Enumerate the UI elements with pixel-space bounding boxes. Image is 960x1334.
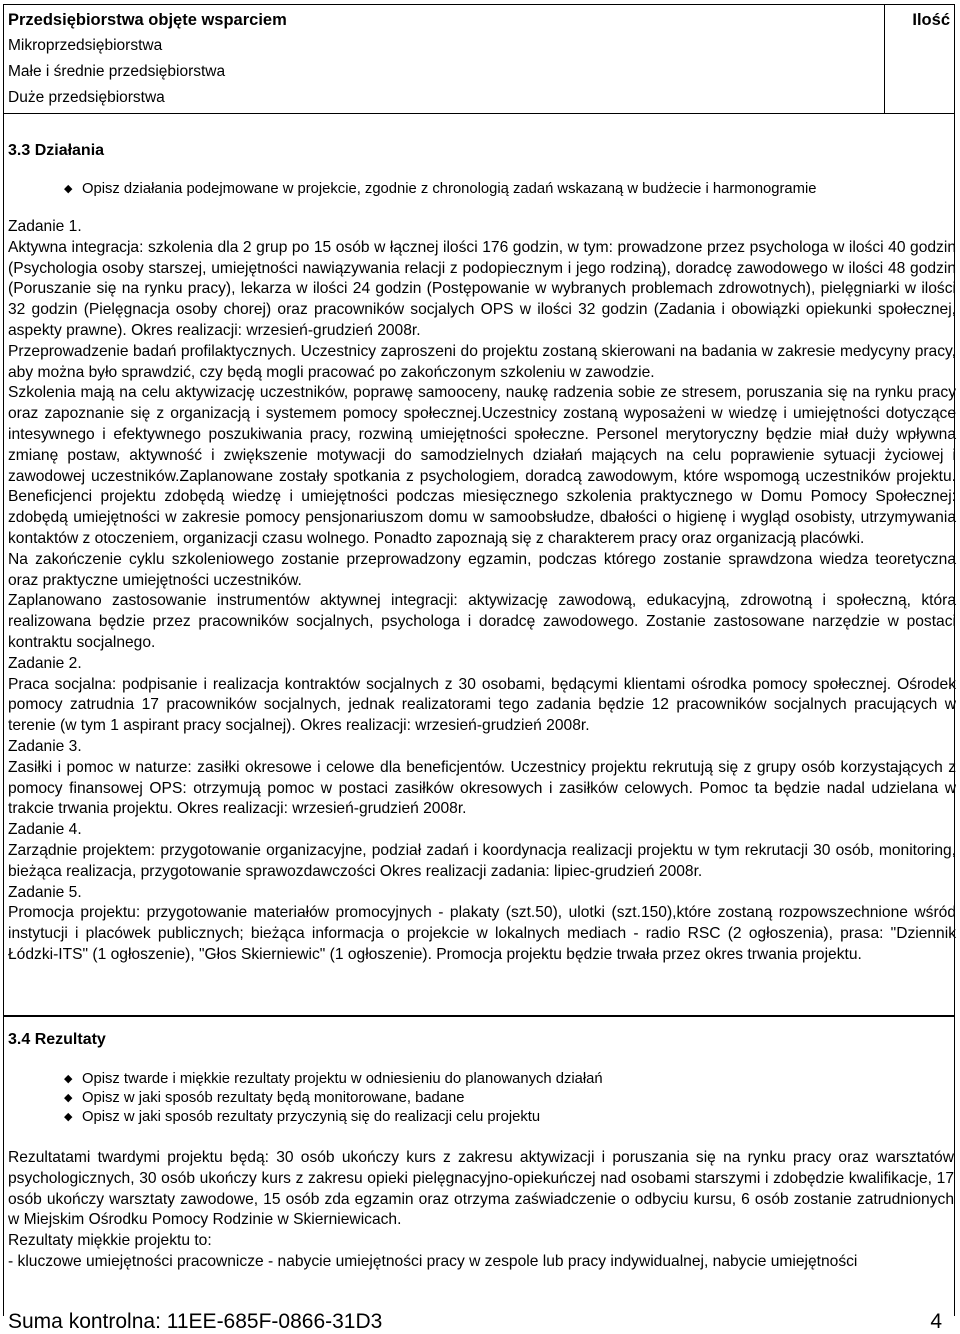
diamond-bullet-icon: ◆ bbox=[64, 1092, 73, 1104]
paragraph: Przeprowadzenie badań profilaktycznych. Uczestnicy zaproszeni do projektu zostaną skierowani na badania w zakresie medycyny pracy, aby można było sprawdzić, czy będą mogli pracować po zakończonym szkoleniu w zawodzie. bbox=[8, 342, 956, 381]
paragraph: Zarządnie projektem: przygotowanie organizacyjne, podział zadań i koordynacja realizacji projektu w tym rekrutacji 30 osób, monitoring, bieżąca realizacja, przygotowanie sprawozdawczości Okres realizacji zadania: lipiec-grudzień 2008r. bbox=[8, 841, 956, 880]
results-box bbox=[3, 1016, 955, 1316]
section-box bbox=[3, 4, 955, 1016]
instruction-text: Opisz w jaki sposób rezultaty będą monitorowane, badane bbox=[82, 1090, 465, 1106]
task-heading: Zadanie 2. bbox=[8, 654, 82, 672]
paragraph: Zaplanowano zastosowanie instrumentów aktywnej integracji: aktywizację zawodową, edukacyjną, zdrowotną i społeczną, która realizowana będzie przez pracowników socjalnych, psychologa i doradcę zawodowego. Zostanie zastosowane narzędzie w postaci kontraktu socjalnego. bbox=[8, 592, 956, 651]
instruction-bullet bbox=[64, 181, 817, 197]
results-text bbox=[8, 1148, 954, 1273]
instruction-bullet bbox=[64, 1109, 540, 1125]
task-heading: Zadanie 5. bbox=[8, 883, 82, 901]
enterprises-column bbox=[4, 5, 885, 113]
actions-text bbox=[8, 217, 956, 966]
enterprise-row: Mikroprzedsiębiorstwa bbox=[8, 37, 163, 54]
paragraph: Rezultaty miękkie projektu to: bbox=[8, 1232, 212, 1250]
task-heading: Zadanie 4. bbox=[8, 821, 82, 839]
enterprises-table bbox=[4, 5, 954, 114]
instruction-bullet bbox=[64, 1071, 603, 1087]
paragraph: Na zakończenie cyklu szkoleniowego zostanie przeprowadzony egzamin, podczas którego zostanie sprawdzona wiedza teoretyczna oraz praktyczne umiejętności uczestników. bbox=[8, 550, 956, 589]
instruction-bullet bbox=[64, 1090, 464, 1106]
paragraph: - kluczowe umiejętności pracownicze - nabycie umiejętności pracy w zespole lub pracy indywidualnej, nabycie umiejętności bbox=[8, 1252, 858, 1270]
instruction-text: Opisz twarde i miękkie rezultaty projektu w odniesieniu do planowanych działań bbox=[82, 1071, 603, 1087]
paragraph: Szkolenia mają na celu aktywizację uczestników, poprawę samooceny, naukę radzenia sobie ze stresem, poruszania się na rynku pracy oraz zapoznanie się z organizacją i systemem pomocy społecznej.Uczestnicy zostaną wyposażeni w wiedzę i umiejętności dotyczące intesywnego i efektywnego poszukiwania pracy, rozwiną umiejętności społeczne. Personel merytoryczny będzie miał duży wpływna zmianę postaw, aktywność i zwiększenie motywacji do samodzielnych działań mających na celu poprawienie sytuacji życiowej i zawodowej uczestników.Zaplanowane zostały spotkania z psychologiem, doradcą zawodowym, które wspomogą uczestników projektu. Beneficjenci projektu zdobędą wiedzę i umiejętności podczas miesięcznego szkolenia praktycznego w Domu Pomocy Społecznej: zdobędą umiejętności w zakresie pomocy pensjonariuszom domu w samoobsłudze, dbałości o higienę i wygląd osobisty, utrzymywania kontaktów z otoczeniem, organizacji czasu wolnego. Ponadto zapoznają się z charakterem pracy oraz organizacją placówki. bbox=[8, 384, 956, 547]
instruction-text: Opisz działania podejmowane w projekcie, zgodnie z chronologią zadań wskazaną w budżecie i harmonogramie bbox=[82, 181, 817, 197]
paragraph: Rezultatami twardymi projektu będą: 30 osób ukończy kurs z zakresu aktywizacji i poruszania się na rynku pracy oraz warsztatów psychologicznych, 30 osób ukończy kurs z zakresu opieki pielęgnacyjno-opiekuńczej nad osobami starszymi i zdobędzie kwalifikacje, 17 osób ukończy warsztaty zawodowe, 15 osób zda egzamin oraz otrzyma zaświadczenie o odbyciu kursu, 6 osób zostanie zatrudnionych w Miejskim Ośrodku Pomocy Rodzinie w Skierniewicach. bbox=[8, 1149, 954, 1229]
enterprises-title: Przedsiębiorstwa objęte wsparciem bbox=[8, 11, 287, 29]
diamond-bullet-icon: ◆ bbox=[64, 1073, 73, 1085]
diamond-bullet-icon: ◆ bbox=[64, 1111, 73, 1123]
quantity-header: Ilość bbox=[912, 11, 950, 29]
paragraph: Praca socjalna: podpisanie i realizacja kontraktów socjalnych z 30 osobami, będącymi klientami ośrodka pomocy społecznej. Ośrodek pomocy zatrudnia 17 pracowników socjalnych, jednak realizatorami tego zadania będzie 12 pracowników socjalnych pracujących w terenie (w tym 1 aspirant pracy socjalnej). Okres realizacji: wrzesień-grudzień 2008r. bbox=[8, 675, 956, 735]
diamond-bullet-icon: ◆ bbox=[64, 183, 73, 195]
section-34-title: 3.4 Rezultaty bbox=[8, 1031, 106, 1048]
task-heading: Zadanie 3. bbox=[8, 737, 82, 755]
task-heading: Zadanie 1. bbox=[8, 218, 82, 235]
enterprise-row: Duże przedsiębiorstwa bbox=[8, 89, 165, 106]
paragraph: Aktywna integracja: szkolenia dla 2 grup po 15 osób w łącznej ilości 176 godzin, w tym: prowadzone przez psychologa w ilości 40 godzin (Psychologia osoby starszej, umiejętności nawiązywania relacji z podopiecznym i jego rodziną), doradcę zawodowego w ilości 48 godzin (Poruszanie się na rynku pracy), lekarza w ilości 24 godzin (Postępowanie w wybranych problemach zdrowotnych), pielęgniarki w ilości 32 godzin (Pielęgnacja osoby chorej) oraz pracowników socjalych OPS w ilości 32 godzin (Zadania i obowiązki opiekunki społecznej, aspekty prawne). Okres realizacji: wrzesień-grudzień 2008r. bbox=[8, 238, 956, 339]
checksum-footer: Suma kontrolna: 11EE-685F-0866-31D3 bbox=[8, 1310, 383, 1333]
paragraph: Zasiłki i pomoc w naturze: zasiłki okresowe i celowe dla beneficjentów. Uczestnicy projektu rekrutują się z grupy osób korzystających z pomocy finansowej OPS: otrzymują pomoc w postaci zasiłków okresowych i zasiłków celowych. Pomoc ta będzie nadal udzielana w trakcie trwania projektu. Okres realizacji: wrzesień-grudzień 2008r. bbox=[8, 758, 956, 818]
paragraph: Promocja projektu: przygotowanie materiałów promocyjnych - plakaty (szt.50), ulotki (szt.150),które zostaną rozpowszechnione wśród instytucji i placówek publicznych; bieżąca informacja o projekcie w lokalnych mediach - radio RSC (2 ogłoszenia), prasa: "Dziennik Łódzki-ITS" (1 ogłoszenie), "Głos Skierniewic" (1 ogłoszenie). Promocja projektu będzie trwała przez okres trwania projektu. bbox=[8, 904, 956, 963]
section-33-title: 3.3 Działania bbox=[8, 142, 105, 159]
enterprise-row: Małe i średnie przedsiębiorstwa bbox=[8, 63, 226, 80]
instruction-text: Opisz w jaki sposób rezultaty przyczynią się do realizacji celu projektu bbox=[82, 1109, 541, 1125]
page-number: 4 bbox=[930, 1310, 942, 1333]
